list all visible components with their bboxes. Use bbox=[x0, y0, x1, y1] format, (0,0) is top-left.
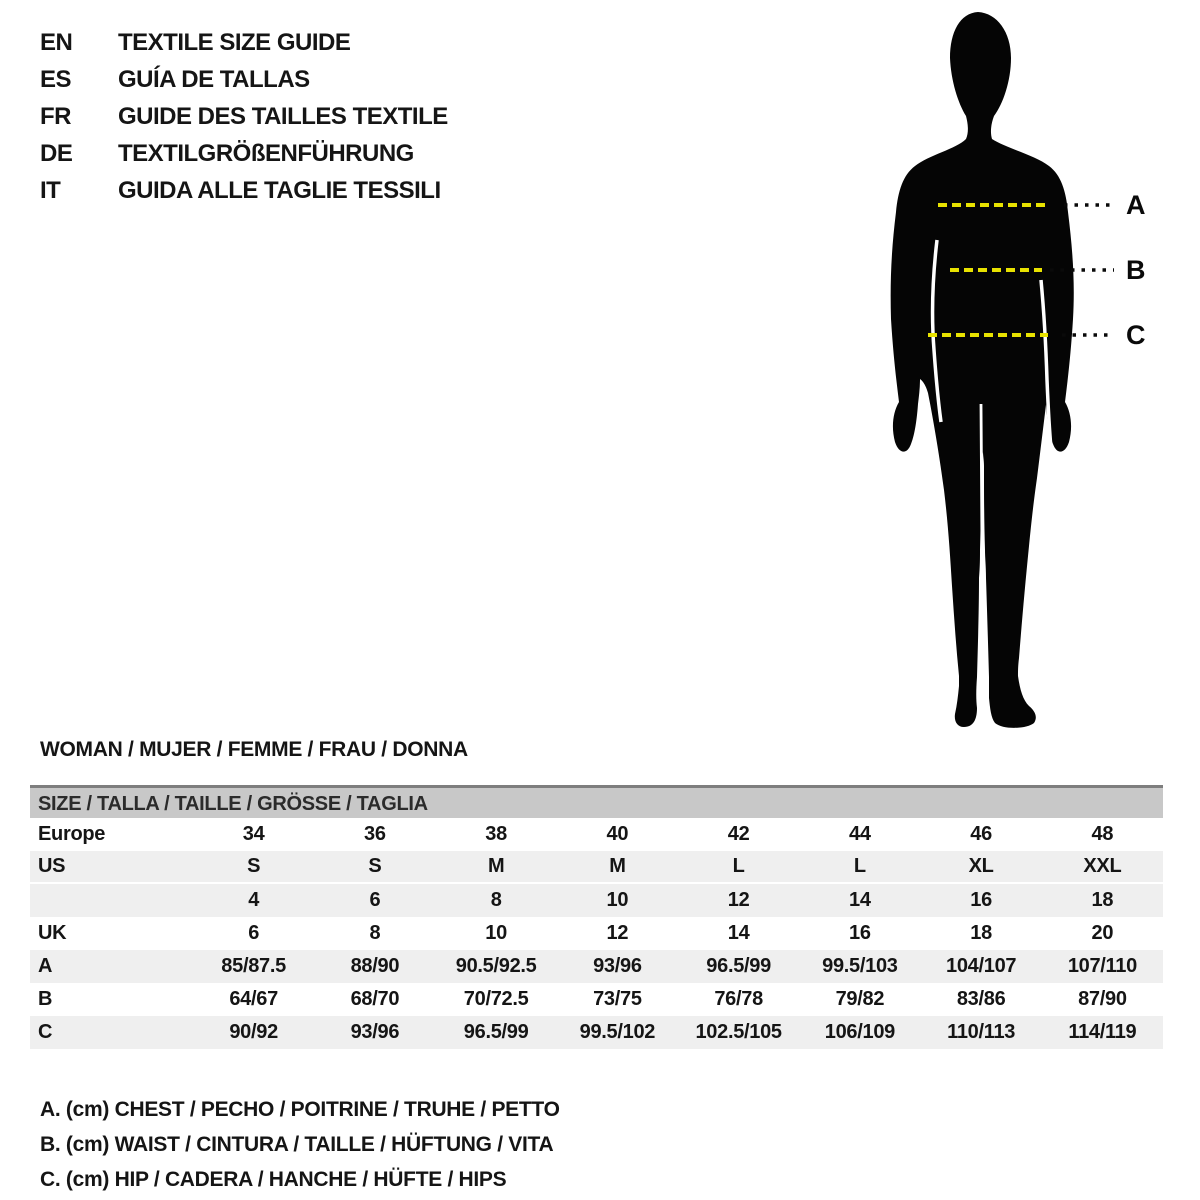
size-cell: 93/96 bbox=[593, 955, 642, 977]
measurement-figure bbox=[890, 8, 1200, 738]
size-cell: 76/78 bbox=[714, 988, 763, 1010]
size-cell: 12 bbox=[727, 889, 750, 911]
size-cell: 73/75 bbox=[593, 988, 642, 1010]
legend-hip: C. (cm) HIP / CADERA / HANCHE / HÜFTE / HIPS bbox=[40, 1168, 507, 1191]
size-cell: 14 bbox=[727, 922, 750, 944]
size-cell: 48 bbox=[1091, 823, 1114, 845]
size-cell: 90.5/92.5 bbox=[455, 955, 537, 977]
size-cell: 8 bbox=[369, 922, 381, 944]
woman-silhouette-icon bbox=[890, 8, 1200, 738]
size-cell: 20 bbox=[1091, 922, 1114, 944]
size-cell: 34 bbox=[242, 823, 265, 845]
size-cell: L bbox=[853, 855, 866, 877]
guide-title: GUÍA DE TALLAS bbox=[118, 65, 310, 93]
size-cell: 18 bbox=[1091, 889, 1114, 911]
size-cell: XL bbox=[968, 855, 994, 877]
size-cell: 85/87.5 bbox=[221, 955, 286, 977]
size-cell: 46 bbox=[970, 823, 992, 845]
size-cell: 6 bbox=[248, 922, 260, 944]
size-cell: M bbox=[487, 855, 505, 877]
size-cell: S bbox=[247, 855, 261, 877]
size-cell: 90/92 bbox=[229, 1021, 278, 1043]
size-cell: 70/72.5 bbox=[463, 988, 529, 1010]
size-cell: 83/86 bbox=[956, 988, 1006, 1010]
size-cell: 36 bbox=[364, 823, 386, 845]
size-cell: 96.5/99 bbox=[463, 1021, 529, 1043]
row-label: US bbox=[38, 855, 66, 877]
size-cell: 79/82 bbox=[835, 988, 885, 1010]
measurement-legend bbox=[40, 1092, 560, 1197]
size-cell: 14 bbox=[849, 889, 871, 911]
size-cell: 64/67 bbox=[229, 988, 278, 1010]
list-item bbox=[40, 135, 448, 172]
size-cell: 44 bbox=[849, 823, 871, 845]
size-cell: 99.5/102 bbox=[579, 1021, 656, 1043]
legend-waist: B. (cm) WAIST / CINTURA / TAILLE / HÜFTUNG / VITA bbox=[40, 1133, 554, 1156]
table-row-europe bbox=[30, 818, 1163, 851]
size-cell: 87/90 bbox=[1078, 988, 1127, 1010]
row-label: C bbox=[38, 1021, 53, 1043]
row-label: UK bbox=[38, 922, 67, 944]
size-cell: 16 bbox=[849, 922, 871, 944]
size-cell: M bbox=[609, 855, 626, 877]
size-cell: 10 bbox=[485, 922, 507, 944]
table-row-us-letters bbox=[30, 851, 1163, 884]
guide-title: TEXTILE SIZE GUIDE bbox=[118, 28, 351, 56]
list-item bbox=[40, 24, 448, 61]
size-table bbox=[30, 785, 1163, 1049]
row-label: A bbox=[38, 955, 53, 977]
row-label: B bbox=[38, 988, 53, 1010]
size-cell: 106/109 bbox=[824, 1021, 895, 1043]
size-cell: 96.5/99 bbox=[706, 955, 771, 977]
size-cell: 99.5/103 bbox=[822, 955, 898, 977]
list-item bbox=[40, 61, 448, 98]
list-item bbox=[40, 98, 448, 135]
label-hip: C bbox=[1126, 320, 1146, 350]
size-cell: 114/119 bbox=[1068, 1021, 1137, 1043]
size-cell: L bbox=[732, 855, 745, 877]
language-code: DE bbox=[40, 139, 73, 167]
size-cell: 6 bbox=[369, 889, 381, 911]
size-cell: 18 bbox=[970, 922, 992, 944]
size-cell: 68/70 bbox=[350, 988, 400, 1010]
table-row-uk bbox=[30, 917, 1163, 950]
guide-title: GUIDA ALLE TAGLIE TESSILI bbox=[118, 176, 441, 204]
size-cell: 10 bbox=[606, 889, 629, 911]
table-header: SIZE / TALLA / TAILLE / GRÖSSE / TAGLIA bbox=[30, 785, 1163, 818]
size-cell: 110/113 bbox=[947, 1021, 1016, 1043]
guide-title: TEXTILGRÖßENFÜHRUNG bbox=[118, 139, 414, 167]
table-row-us-numbers bbox=[30, 884, 1163, 917]
legend-chest: A. (cm) CHEST / PECHO / POITRINE / TRUHE / PETTO bbox=[40, 1098, 560, 1121]
list-item bbox=[40, 172, 448, 209]
size-cell: 42 bbox=[727, 823, 750, 845]
table-row-hip bbox=[30, 1016, 1163, 1049]
section-title: WOMAN / MUJER / FEMME / FRAU / DONNA bbox=[40, 738, 468, 761]
size-cell: 107/110 bbox=[1067, 955, 1137, 977]
language-title-list bbox=[40, 24, 448, 209]
language-code: ES bbox=[40, 65, 72, 93]
size-cell: 16 bbox=[970, 889, 992, 911]
label-chest: A bbox=[1126, 190, 1146, 220]
table-row-chest bbox=[30, 950, 1163, 983]
language-code: IT bbox=[40, 176, 61, 204]
size-cell: 12 bbox=[606, 922, 629, 944]
table-row-waist bbox=[30, 983, 1163, 1016]
language-code: EN bbox=[40, 28, 73, 56]
size-cell: 93/96 bbox=[350, 1021, 400, 1043]
size-cell: 8 bbox=[490, 889, 502, 911]
size-cell: 40 bbox=[606, 823, 629, 845]
size-cell: S bbox=[368, 855, 382, 877]
size-cell: 4 bbox=[248, 889, 260, 911]
size-cell: 88/90 bbox=[350, 955, 400, 977]
row-label: Europe bbox=[38, 823, 106, 845]
size-cell: XXL bbox=[1083, 855, 1122, 877]
size-cell: 102.5/105 bbox=[695, 1021, 782, 1043]
size-cell: 104/107 bbox=[946, 955, 1017, 977]
row-label bbox=[30, 884, 193, 917]
label-waist: B bbox=[1126, 255, 1146, 285]
language-code: FR bbox=[40, 102, 71, 130]
guide-title: GUIDE DES TAILLES TEXTILE bbox=[118, 102, 448, 130]
size-cell: 38 bbox=[485, 823, 507, 845]
